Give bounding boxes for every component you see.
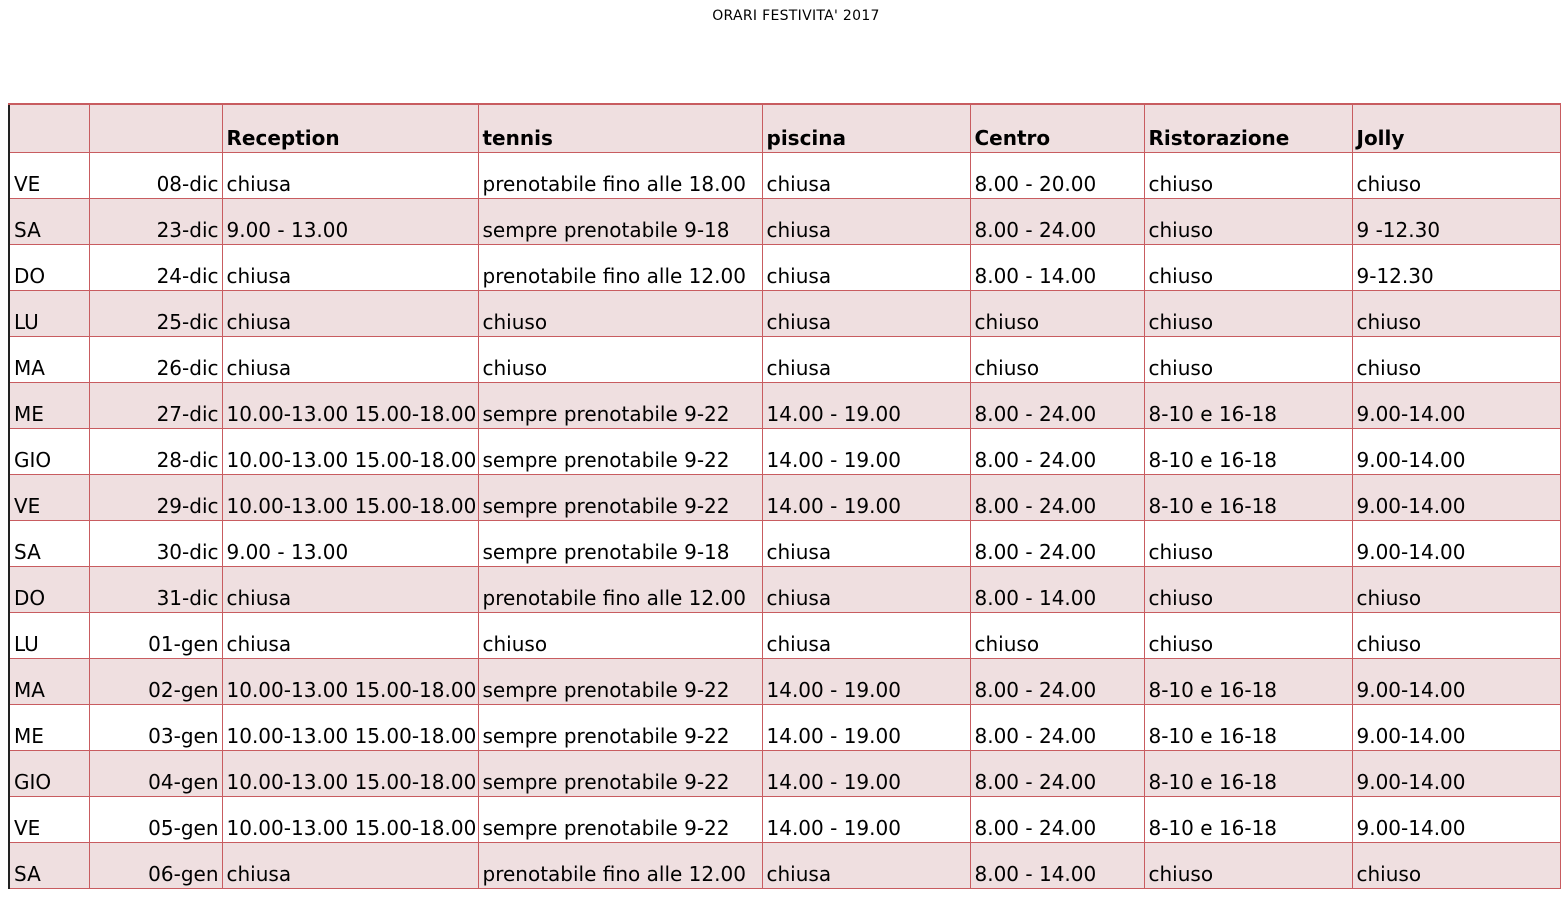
- cell-tennis[interactable]: sempre prenotabile 9-22: [478, 704, 762, 750]
- cell-piscina[interactable]: 14.00 - 19.00: [762, 428, 970, 474]
- cell-piscina[interactable]: chiusa: [762, 520, 970, 566]
- cell-centro[interactable]: chiuso: [970, 290, 1144, 336]
- cell-ristorazione[interactable]: chiuso: [1144, 336, 1352, 382]
- cell-reception[interactable]: 10.00-13.00 15.00-18.00: [222, 750, 478, 796]
- cell-ristorazione[interactable]: chiuso: [1144, 290, 1352, 336]
- cell-centro[interactable]: 8.00 - 24.00: [970, 382, 1144, 428]
- cell-jolly[interactable]: 9.00-14.00: [1352, 428, 1560, 474]
- cell-centro[interactable]: chiuso: [970, 612, 1144, 658]
- cell-date[interactable]: 30-dic: [89, 520, 222, 566]
- cell-centro[interactable]: 8.00 - 24.00: [970, 658, 1144, 704]
- cell-day[interactable]: ME: [9, 704, 89, 750]
- table-row: [9, 152, 1560, 198]
- cell-date[interactable]: 01-gen: [89, 612, 222, 658]
- cell-piscina[interactable]: 14.00 - 19.00: [762, 474, 970, 520]
- cell-date[interactable]: 02-gen: [89, 658, 222, 704]
- cell-piscina[interactable]: chiusa: [762, 198, 970, 244]
- table-header-row: [9, 104, 1560, 152]
- header-cell-piscina[interactable]: piscina: [762, 104, 970, 152]
- cell-tennis[interactable]: sempre prenotabile 9-22: [478, 474, 762, 520]
- cell-reception[interactable]: 10.00-13.00 15.00-18.00: [222, 704, 478, 750]
- header-cell-day[interactable]: [9, 104, 89, 152]
- cell-centro[interactable]: 8.00 - 14.00: [970, 566, 1144, 612]
- cell-jolly[interactable]: 9.00-14.00: [1352, 796, 1560, 842]
- cell-jolly[interactable]: 9 -12.30: [1352, 198, 1560, 244]
- cell-centro[interactable]: 8.00 - 24.00: [970, 428, 1144, 474]
- table-row: [9, 704, 1560, 750]
- table-row: [9, 658, 1560, 704]
- cell-ristorazione[interactable]: chiuso: [1144, 842, 1352, 888]
- cell-tennis[interactable]: prenotabile fino alle 12.00: [478, 842, 762, 888]
- cell-ristorazione[interactable]: 8-10 e 16-18: [1144, 796, 1352, 842]
- cell-ristorazione[interactable]: 8-10 e 16-18: [1144, 382, 1352, 428]
- header-cell-centro[interactable]: Centro: [970, 104, 1144, 152]
- cell-jolly[interactable]: 9.00-14.00: [1352, 658, 1560, 704]
- cell-date[interactable]: 03-gen: [89, 704, 222, 750]
- cell-day[interactable]: SA: [9, 520, 89, 566]
- cell-piscina[interactable]: chiusa: [762, 336, 970, 382]
- cell-date[interactable]: 27-dic: [89, 382, 222, 428]
- cell-tennis[interactable]: sempre prenotabile 9-18: [478, 520, 762, 566]
- cell-tennis[interactable]: prenotabile fino alle 12.00: [478, 566, 762, 612]
- cell-date[interactable]: 28-dic: [89, 428, 222, 474]
- cell-tennis[interactable]: chiuso: [478, 336, 762, 382]
- cell-reception[interactable]: chiusa: [222, 612, 478, 658]
- cell-reception[interactable]: chiusa: [222, 290, 478, 336]
- cell-date[interactable]: 04-gen: [89, 750, 222, 796]
- cell-day[interactable]: GIO: [9, 428, 89, 474]
- cell-centro[interactable]: 8.00 - 24.00: [970, 198, 1144, 244]
- cell-centro[interactable]: 8.00 - 24.00: [970, 474, 1144, 520]
- page-title: ORARI FESTIVITA' 2017: [712, 8, 880, 24]
- cell-reception[interactable]: 10.00-13.00 15.00-18.00: [222, 382, 478, 428]
- cell-jolly[interactable]: chiuso: [1352, 152, 1560, 198]
- cell-day[interactable]: VE: [9, 796, 89, 842]
- header-cell-reception[interactable]: Reception: [222, 104, 478, 152]
- cell-ristorazione[interactable]: chiuso: [1144, 520, 1352, 566]
- header-cell-jolly[interactable]: Jolly: [1352, 104, 1560, 152]
- cell-jolly[interactable]: chiuso: [1352, 290, 1560, 336]
- cell-reception[interactable]: chiusa: [222, 152, 478, 198]
- cell-reception[interactable]: chiusa: [222, 566, 478, 612]
- cell-jolly[interactable]: 9.00-14.00: [1352, 382, 1560, 428]
- table-row: [9, 750, 1560, 796]
- cell-jolly[interactable]: 9-12.30: [1352, 244, 1560, 290]
- cell-tennis[interactable]: chiuso: [478, 290, 762, 336]
- cell-jolly[interactable]: 9.00-14.00: [1352, 704, 1560, 750]
- cell-tennis[interactable]: prenotabile fino alle 18.00: [478, 152, 762, 198]
- cell-ristorazione[interactable]: 8-10 e 16-18: [1144, 428, 1352, 474]
- cell-reception[interactable]: 10.00-13.00 15.00-18.00: [222, 796, 478, 842]
- cell-day[interactable]: VE: [9, 152, 89, 198]
- cell-centro[interactable]: 8.00 - 24.00: [970, 750, 1144, 796]
- cell-centro[interactable]: 8.00 - 14.00: [970, 244, 1144, 290]
- cell-ristorazione[interactable]: chiuso: [1144, 612, 1352, 658]
- cell-ristorazione[interactable]: 8-10 e 16-18: [1144, 704, 1352, 750]
- cell-ristorazione[interactable]: 8-10 e 16-18: [1144, 474, 1352, 520]
- table-row: [9, 428, 1560, 474]
- cell-ristorazione[interactable]: 8-10 e 16-18: [1144, 658, 1352, 704]
- table-row: [9, 198, 1560, 244]
- cell-jolly[interactable]: 9.00-14.00: [1352, 750, 1560, 796]
- cell-tennis[interactable]: chiuso: [478, 612, 762, 658]
- cell-piscina[interactable]: chiusa: [762, 612, 970, 658]
- schedule-table: [8, 103, 1561, 889]
- cell-piscina[interactable]: 14.00 - 19.00: [762, 382, 970, 428]
- cell-ristorazione[interactable]: chiuso: [1144, 152, 1352, 198]
- table-row: [9, 244, 1560, 290]
- cell-tennis[interactable]: prenotabile fino alle 12.00: [478, 244, 762, 290]
- table-row: [9, 336, 1560, 382]
- cell-jolly[interactable]: 9.00-14.00: [1352, 520, 1560, 566]
- cell-ristorazione[interactable]: chiuso: [1144, 244, 1352, 290]
- cell-centro[interactable]: 8.00 - 24.00: [970, 796, 1144, 842]
- cell-date[interactable]: 23-dic: [89, 198, 222, 244]
- table-row: [9, 520, 1560, 566]
- cell-reception[interactable]: chiusa: [222, 244, 478, 290]
- table-row: [9, 474, 1560, 520]
- cell-day[interactable]: MA: [9, 336, 89, 382]
- cell-ristorazione[interactable]: chiuso: [1144, 566, 1352, 612]
- cell-date[interactable]: 24-dic: [89, 244, 222, 290]
- cell-jolly[interactable]: 9.00-14.00: [1352, 474, 1560, 520]
- cell-ristorazione[interactable]: chiuso: [1144, 198, 1352, 244]
- cell-day[interactable]: DO: [9, 244, 89, 290]
- cell-tennis[interactable]: sempre prenotabile 9-22: [478, 428, 762, 474]
- table-row: [9, 566, 1560, 612]
- cell-jolly[interactable]: chiuso: [1352, 612, 1560, 658]
- cell-date[interactable]: 05-gen: [89, 796, 222, 842]
- cell-piscina[interactable]: 14.00 - 19.00: [762, 658, 970, 704]
- cell-reception[interactable]: chiusa: [222, 336, 478, 382]
- cell-piscina[interactable]: chiusa: [762, 566, 970, 612]
- cell-reception[interactable]: 10.00-13.00 15.00-18.00: [222, 474, 478, 520]
- header-cell-ristorazione[interactable]: Ristorazione: [1144, 104, 1352, 152]
- cell-jolly[interactable]: chiuso: [1352, 336, 1560, 382]
- cell-centro[interactable]: 8.00 - 14.00: [970, 842, 1144, 888]
- cell-day[interactable]: ME: [9, 382, 89, 428]
- table-row: [9, 290, 1560, 336]
- cell-reception[interactable]: 10.00-13.00 15.00-18.00: [222, 658, 478, 704]
- cell-piscina[interactable]: 14.00 - 19.00: [762, 796, 970, 842]
- cell-day[interactable]: MA: [9, 658, 89, 704]
- cell-centro[interactable]: 8.00 - 24.00: [970, 520, 1144, 566]
- cell-reception[interactable]: 9.00 - 13.00: [222, 520, 478, 566]
- cell-ristorazione[interactable]: 8-10 e 16-18: [1144, 750, 1352, 796]
- cell-piscina[interactable]: chiusa: [762, 842, 970, 888]
- cell-day[interactable]: SA: [9, 842, 89, 888]
- cell-piscina[interactable]: chiusa: [762, 290, 970, 336]
- cell-date[interactable]: 06-gen: [89, 842, 222, 888]
- cell-date[interactable]: 26-dic: [89, 336, 222, 382]
- cell-jolly[interactable]: chiuso: [1352, 842, 1560, 888]
- cell-reception[interactable]: chiusa: [222, 842, 478, 888]
- cell-tennis[interactable]: sempre prenotabile 9-22: [478, 750, 762, 796]
- cell-reception[interactable]: 10.00-13.00 15.00-18.00: [222, 428, 478, 474]
- header-cell-tennis[interactable]: tennis: [478, 104, 762, 152]
- cell-date[interactable]: 08-dic: [89, 152, 222, 198]
- cell-piscina[interactable]: 14.00 - 19.00: [762, 750, 970, 796]
- cell-date[interactable]: 29-dic: [89, 474, 222, 520]
- cell-day[interactable]: VE: [9, 474, 89, 520]
- cell-day[interactable]: LU: [9, 290, 89, 336]
- cell-centro[interactable]: chiuso: [970, 336, 1144, 382]
- cell-piscina[interactable]: chiusa: [762, 244, 970, 290]
- cell-tennis[interactable]: sempre prenotabile 9-22: [478, 658, 762, 704]
- header-cell-date[interactable]: [89, 104, 222, 152]
- cell-day[interactable]: LU: [9, 612, 89, 658]
- table-row: [9, 842, 1560, 888]
- cell-tennis[interactable]: sempre prenotabile 9-22: [478, 382, 762, 428]
- cell-reception[interactable]: 9.00 - 13.00: [222, 198, 478, 244]
- cell-centro[interactable]: 8.00 - 20.00: [970, 152, 1144, 198]
- cell-day[interactable]: DO: [9, 566, 89, 612]
- cell-tennis[interactable]: sempre prenotabile 9-22: [478, 796, 762, 842]
- cell-date[interactable]: 25-dic: [89, 290, 222, 336]
- cell-tennis[interactable]: sempre prenotabile 9-18: [478, 198, 762, 244]
- cell-day[interactable]: GIO: [9, 750, 89, 796]
- table-row: [9, 382, 1560, 428]
- cell-day[interactable]: SA: [9, 198, 89, 244]
- table-row: [9, 612, 1560, 658]
- cell-date[interactable]: 31-dic: [89, 566, 222, 612]
- cell-piscina[interactable]: 14.00 - 19.00: [762, 704, 970, 750]
- table-body: [9, 104, 1560, 888]
- cell-jolly[interactable]: chiuso: [1352, 566, 1560, 612]
- cell-centro[interactable]: 8.00 - 24.00: [970, 704, 1144, 750]
- cell-piscina[interactable]: chiusa: [762, 152, 970, 198]
- table-row: [9, 796, 1560, 842]
